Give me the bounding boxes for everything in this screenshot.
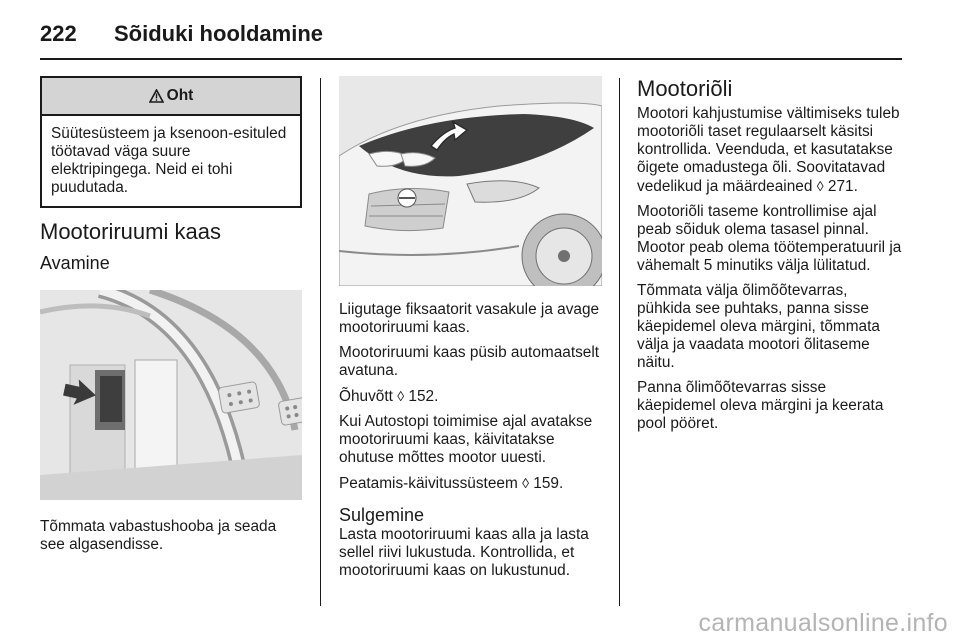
paragraph-stop-start-ref (339, 474, 602, 493)
section-heading-bonnet: Mootoriruumi kaas (40, 219, 221, 244)
paragraph-dipstick-read: Tõmmata välja õlimõõtevarras, pühkida see puhtaks, panna sisse käepidemel oleva märgini, tõmmata välja ja vaadata mootori õlitaseme näitu. (637, 282, 880, 371)
paragraph-air-intake-ref (339, 387, 602, 406)
paragraph-autostop-note: Kui Autostopi toimimise ajal avatakse mootoriruumi kaas, käivitatakse ohutuse mõttes mootor uuesti. (339, 413, 593, 466)
page-ref-icon: ◊ (816, 178, 824, 194)
ref-text-air-intake: Õhuvõtt (339, 388, 393, 405)
page-header (40, 14, 323, 54)
ref-text-fluids: Mootori kahjustumise vältimiseks tuleb mootoriõli taset regulaarselt käsitsi kontrollida. Veenduda, et kasutatakse õigete omadustega õli. Soovitatavad vedelikud ja määrdeained (637, 105, 900, 195)
section-heading-engine-oil: Mootoriõli (637, 76, 733, 101)
paragraph-move-latch: Liigutage fiksaatorit vasakule ja avage mootoriruumi kaas. (339, 301, 600, 336)
page-ref-icon: ◊ (522, 475, 529, 491)
watermark: carmanualsonline.info (698, 609, 948, 637)
danger-warning-box (40, 76, 302, 208)
bonnet-latch-illustration (339, 76, 602, 286)
warning-text: Süütesüsteem ja ksenoon-esituled töötavad väga suure elektripingega. Neid ei tohi puudutada. (51, 125, 287, 196)
header-divider (40, 58, 902, 60)
column-middle (339, 76, 602, 587)
caption-release-lever: Tõmmata vabastushooba ja seada see algasendisse. (40, 518, 277, 553)
ref-page-stop-start: 159. (533, 475, 564, 492)
paragraph-oil-check (637, 105, 903, 196)
warning-header (42, 78, 300, 116)
paragraph-dipstick-insert: Panna õlimõõtevarras sisse käepidemel oleva märgini ja keerata pool pööret. (637, 379, 884, 432)
warning-triangle-icon (149, 89, 164, 103)
subheading-opening: Avamine (40, 253, 110, 273)
column-divider-1 (320, 78, 321, 606)
page-ref-icon: ◊ (397, 388, 405, 404)
subheading-closing: Sulgemine (339, 505, 425, 525)
paragraph-level-conditions: Mootoriõli taseme kontrollimise ajal peab sõiduk olema tasasel pinnal. Mootor peab olema töötemperatuuril ja vähemalt 5 minutiks välja lülitatud. (637, 203, 902, 274)
ref-text-stop-start: Peatamis-käivitussüsteem (339, 475, 518, 492)
paragraph-bonnet-stays-open: Mootoriruumi kaas püsib automaatselt avatuna. (339, 344, 600, 379)
column-divider-2 (619, 78, 620, 606)
ref-page-fluids: 271. (827, 178, 858, 195)
column-right (637, 76, 903, 440)
release-lever-illustration (40, 290, 302, 500)
column-left (40, 76, 302, 561)
ref-page-air-intake: 152. (408, 388, 439, 405)
paragraph-closing: Lasta mootoriruumi kaas alla ja lasta sellel riivi lukustuda. Kontrollida, et mootoriruumi kaas on lukustunud. (339, 526, 589, 579)
warning-label: Oht (166, 87, 194, 104)
page-title: Sõiduki hooldamine (114, 21, 324, 46)
page-number: 222 (40, 21, 77, 46)
